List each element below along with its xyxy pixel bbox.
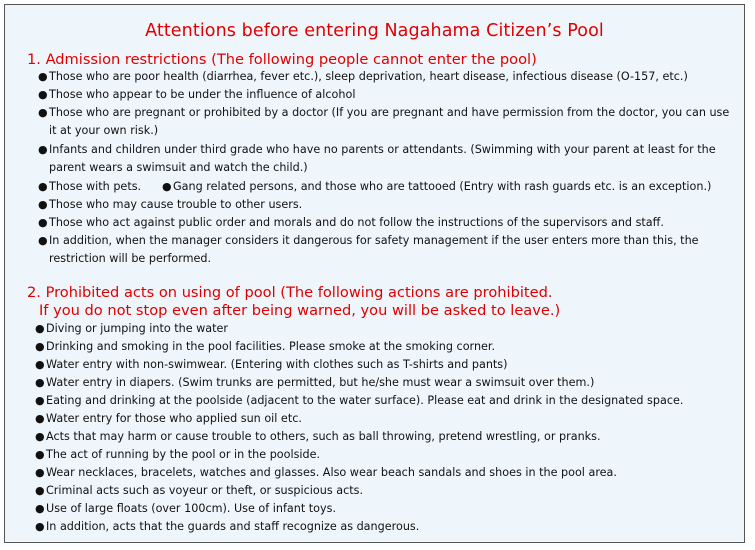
list-item: ●Acts that may harm or cause trouble to others, such as ball throwing, pretend wrestling, or pranks.	[35, 428, 601, 446]
list-item: ●Those who act against public order and morals and do not follow the instructions of the supervisors and staff.	[38, 214, 664, 232]
list-item: ●Infants and children under third grade who have no parents or attendants. (Swimming with your parent at least for the	[38, 141, 716, 159]
list-item: ●Those who appear to be under the influence of alcohol	[38, 86, 355, 104]
bullet-icon: ●	[35, 322, 45, 335]
bullet-icon: ●	[38, 216, 48, 229]
section2-heading: 2. Prohibited acts on using of pool (The following actions are prohibited.	[27, 284, 553, 301]
page-title: Attentions before entering Nagahama Citizen’s Pool	[145, 21, 604, 41]
list-item: ●Diving or jumping into the water	[35, 320, 228, 338]
bullet-icon: ●	[38, 88, 48, 101]
list-item: ●Those with pets.	[38, 178, 141, 196]
bullet-icon: ●	[35, 484, 45, 497]
notice-panel	[4, 4, 745, 543]
list-item: ●Gang related persons, and those who are tattooed (Entry with rash guards etc. is an exception.)	[162, 178, 711, 196]
bullet-icon: ●	[35, 340, 45, 353]
bullet-icon: ●	[38, 70, 48, 83]
bullet-icon: ●	[35, 376, 45, 389]
list-item: ●Those who may cause trouble to other users.	[38, 196, 302, 214]
bullet-icon: ●	[162, 180, 172, 193]
list-item: ●Water entry in diapers. (Swim trunks are permitted, but he/she must wear a swimsuit over them.)	[35, 374, 594, 392]
section2-heading-line2: If you do not stop even after being warned, you will be asked to leave.)	[39, 302, 561, 319]
list-item: ●Drinking and smoking in the pool facilities. Please smoke at the smoking corner.	[35, 338, 495, 356]
bullet-icon: ●	[38, 106, 48, 119]
list-item: ●Water entry with non-swimwear. (Entering with clothes such as T-shirts and pants)	[35, 356, 508, 374]
list-item-continued: restriction will be performed.	[49, 252, 212, 265]
bullet-icon: ●	[35, 412, 45, 425]
list-item-continued: it at your own risk.)	[49, 124, 159, 137]
bullet-icon: ●	[35, 502, 45, 515]
bullet-icon: ●	[35, 448, 45, 461]
bullet-icon: ●	[35, 520, 45, 533]
list-item: ●In addition, acts that the guards and staff recognize as dangerous.	[35, 518, 419, 536]
list-item: ●Water entry for those who applied sun oil etc.	[35, 410, 302, 428]
list-item: ●In addition, when the manager considers it dangerous for safety management if the user enters more than this, the	[38, 232, 699, 250]
list-item-continued: parent wears a swimsuit and watch the child.)	[49, 161, 308, 174]
bullet-icon: ●	[35, 358, 45, 371]
list-item: ●Criminal acts such as voyeur or theft, or suspicious acts.	[35, 482, 363, 500]
bullet-icon: ●	[38, 180, 48, 193]
list-item: ●Eating and drinking at the poolside (adjacent to the water surface). Please eat and drink in the designated space.	[35, 392, 683, 410]
section1-heading: 1. Admission restrictions (The following people cannot enter the pool)	[27, 51, 537, 68]
list-item: ●Those who are poor health (diarrhea, fever etc.), sleep deprivation, heart disease, infectious disease (O-157, etc.)	[38, 68, 688, 86]
list-item: ●Wear necklaces, bracelets, watches and glasses. Also wear beach sandals and shoes in the pool area.	[35, 464, 617, 482]
list-item: ●The act of running by the pool or in the poolside.	[35, 446, 320, 464]
list-item: ●Use of large floats (over 100cm). Use of infant toys.	[35, 500, 336, 518]
list-item: ●Those who are pregnant or prohibited by a doctor (If you are pregnant and have permission from the doctor, you can use	[38, 104, 729, 122]
bullet-icon: ●	[35, 466, 45, 479]
bullet-icon: ●	[35, 394, 45, 407]
bullet-icon: ●	[38, 234, 48, 247]
bullet-icon: ●	[38, 198, 48, 211]
bullet-icon: ●	[38, 143, 48, 156]
bullet-icon: ●	[35, 430, 45, 443]
